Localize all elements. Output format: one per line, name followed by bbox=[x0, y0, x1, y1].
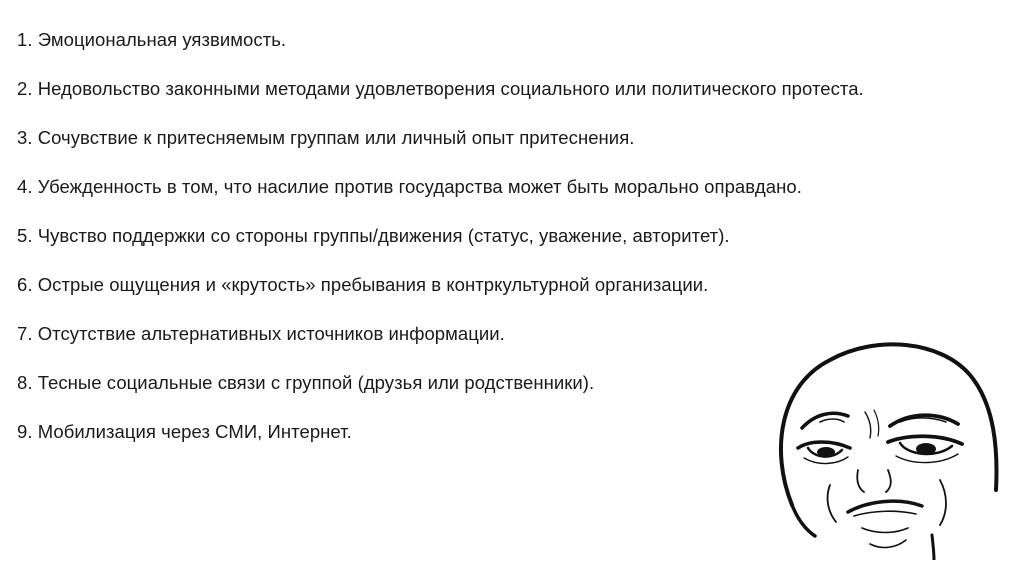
list-item: 8. Тесные социальные связи с группой (друзья или родственники). bbox=[17, 372, 595, 393]
list-item: 4. Убежденность в том, что насилие против государства может быть морально оправдано. bbox=[17, 176, 802, 197]
list-item: 7. Отсутствие альтернативных источников информации. bbox=[17, 323, 505, 344]
list-item: 2. Недовольство законными методами удовлетворения социального или политического протеста. bbox=[17, 78, 864, 99]
list-item: 3. Сочувствие к притесняемым группам или личный опыт притеснения. bbox=[17, 127, 635, 148]
list-item: 5. Чувство поддержки со стороны группы/движения (статус, уважение, авторитет). bbox=[17, 225, 730, 246]
skeptical-face-illustration bbox=[770, 330, 1000, 560]
list-item: 9. Мобилизация через СМИ, Интернет. bbox=[17, 421, 352, 442]
list-item: 6. Острые ощущения и «крутость» пребывания в контркультурной организации. bbox=[17, 274, 709, 295]
list-item: 1. Эмоциональная уязвимость. bbox=[17, 29, 287, 50]
